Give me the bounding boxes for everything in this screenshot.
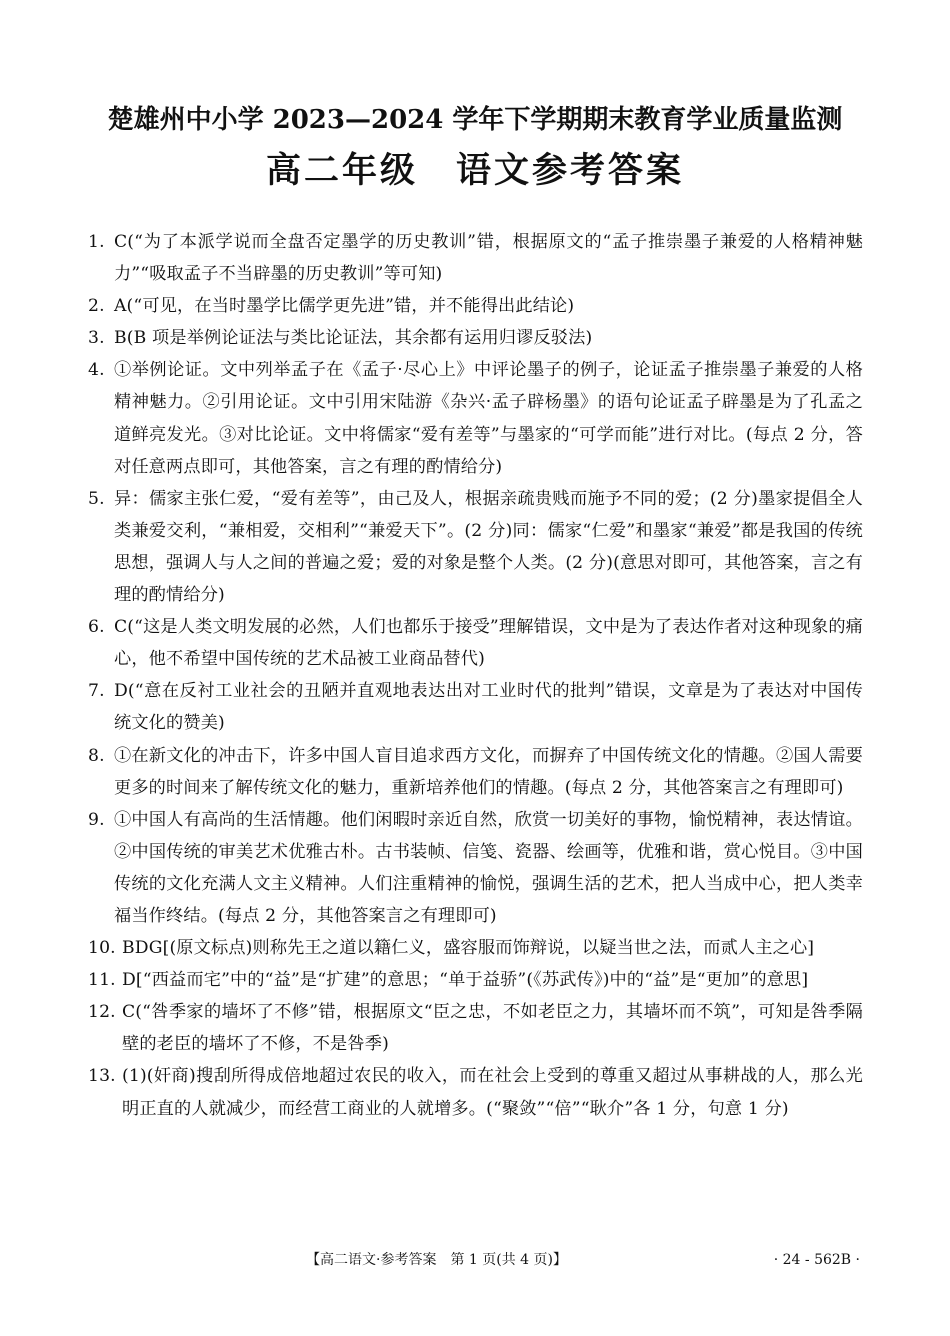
answer-number: 13. (88, 1066, 116, 1087)
page-title (0, 146, 950, 196)
answer-item-12 (88, 996, 863, 1060)
footer-page-info: 【高二语文·参考答案 第 1 页(共 4 页)】 (306, 1252, 567, 1268)
answer-number: 11. (88, 970, 116, 991)
answer-item-10 (88, 932, 863, 964)
answer-item-2 (88, 290, 863, 322)
answer-item-9 (88, 804, 863, 932)
answer-item-13 (88, 1060, 863, 1124)
answer-text: C(“这是人类文明发展的必然，人们也都乐于接受”理解错误，文中是为了表达作者对这种现象的痛心，他不希望中国传统的艺术品被工业商品替代) (114, 617, 863, 670)
answer-item-1 (88, 226, 863, 290)
exam-subtitle: 楚雄州中小学 2023—2024 学年下学期期末教育学业质量监测 (107, 105, 843, 135)
answer-number: 10. (88, 938, 116, 959)
answer-text: ①举例论证。文中列举孟子在《孟子·尽心上》中评论墨子的例子，论证孟子推崇墨子兼爱的人格精神魅力。②引用论证。文中引用宋陆游《杂兴·孟子辟杨墨》的语句论证孟子辟墨是为了孔孟之道鲜亮发光。③对比论证。文中将儒家“爱有差等”与墨家的“可学而能”进行对比。(每点 2 分，答对任意两点即可，其他答案，言之有理的酌情给分) (114, 360, 863, 477)
answer-text: (1)(奸商)搜刮所得成倍地超过农民的收入，而在社会上受到的尊重又超过从事耕战的人，那么光明正直的人就减少，而经营工商业的人就增多。(“聚敛”“倍”“耿介”各 1 分，句意 1 分) (122, 1066, 863, 1119)
answer-number: 3. (88, 328, 105, 349)
answer-item-6 (88, 611, 863, 675)
answer-text: A(“可见，在当时墨学比儒学更先进”错，并不能得出此结论) (114, 296, 575, 317)
answer-list (88, 226, 863, 1125)
answer-number: 8. (88, 745, 105, 766)
answer-text: 异：儒家主张仁爱，“爱有差等”，由己及人，根据亲疏贵贱而施予不同的爱；(2 分)墨家提倡全人类兼爱交利，“兼相爱，交相利”“兼爱天下”。(2 分)同：儒家“仁爱”和墨家“兼爱”都是我国的传统思想，强调人与人之间的普遍之爱；爱的对象是整个人类。(2 分)(意思对即可，其他答案，言之有理的酌情给分) (114, 488, 863, 606)
answer-item-5 (88, 483, 863, 611)
answer-number: 7. (88, 681, 105, 702)
page-footer (0, 1245, 950, 1275)
answer-text: C(“咎季家的墙坏了不修”错，根据原文“臣之忠，不如老臣之力，其墙坏而不筑”，可知是咎季隔壁的老臣的墙坏了不修，不是咎季) (122, 1002, 863, 1055)
answer-item-4 (88, 354, 863, 482)
answer-text: C(“为了本派学说而全盘否定墨学的历史教训”错，根据原文的“孟子推崇墨子兼爱的人格精神魅力”“吸取孟子不当辟墨的历史教训”等可知) (114, 232, 863, 285)
answer-text: ①在新文化的冲击下，许多中国人盲目追求西方文化，而摒弃了中国传统文化的情趣。②国人需要更多的时间来了解传统文化的魅力，重新培养他们的情趣。(每点 2 分，其他答案言之有理即可) (114, 745, 863, 798)
answer-number: 1. (88, 232, 105, 252)
answer-item-11 (88, 964, 863, 996)
answer-item-8 (88, 740, 863, 804)
answer-text: D(“意在反衬工业社会的丑陋并直观地表达出对工业时代的批判”错误，文章是为了表达对中国传统文化的赞美) (114, 681, 863, 734)
grade-label: 高二年级 (265, 150, 418, 191)
answer-number: 4. (88, 360, 105, 381)
answer-number: 5. (88, 488, 105, 509)
footer-exam-code: · 24 - 562B · (773, 1252, 860, 1268)
answer-number: 6. (88, 617, 105, 638)
subject-label: 语文参考答案 (456, 150, 685, 191)
answer-text: ①中国人有高尚的生活情趣。他们闲暇时亲近自然，欣赏一切美好的事物，愉悦精神，表达情谊。②中国传统的审美艺术优雅古朴。古书装帧、信笺、瓷器、绘画等，优雅和谐，赏心悦目。③中国传统的文化充满人文主义精神。人们注重精神的愉悦，强调生活的艺术，把人当成中心，把人类幸福当作终结。(每点 2 分，其他答案言之有理即可) (114, 809, 863, 926)
answer-text: BDG[(原文标点)则称先王之道以籍仁义，盛容服而饰辩说，以疑当世之法，而贰人主之心] (122, 938, 815, 959)
answer-number: 12. (88, 1002, 116, 1023)
answer-text: D[“西益而宅”中的“益”是“扩建”的意思；“单于益骄”(《苏武传》)中的“益”是“更加”的意思] (122, 970, 809, 991)
answer-number: 9. (88, 809, 105, 830)
answer-item-3 (88, 322, 863, 354)
answer-text: B(B 项是举例论证法与类比论证法，其余都有运用归谬反驳法) (114, 328, 593, 349)
answer-number: 2. (88, 296, 105, 317)
answer-item-7 (88, 675, 863, 739)
